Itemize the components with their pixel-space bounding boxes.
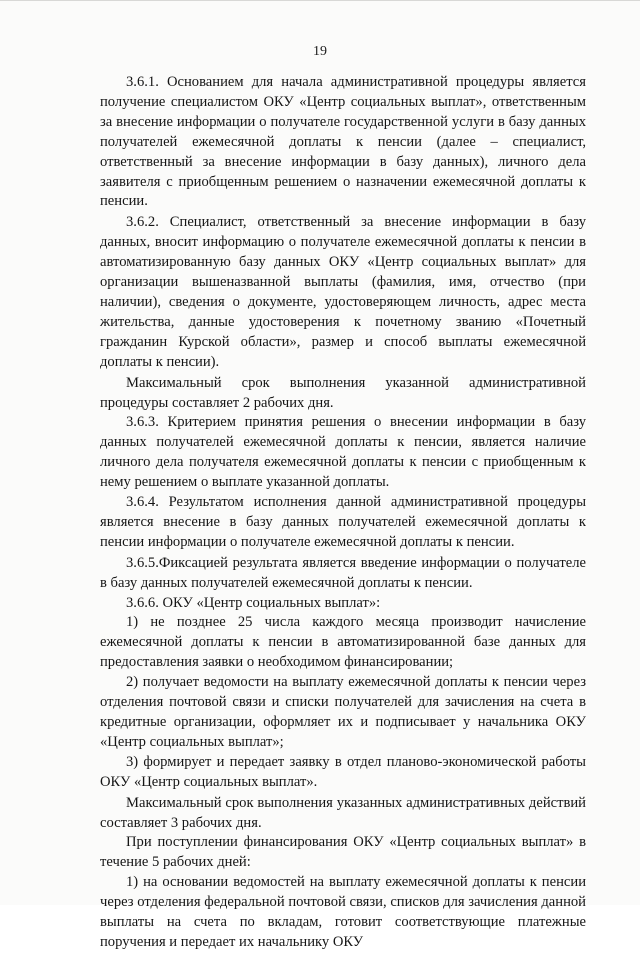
list-item-2-statements: 2) получает ведомости на выплату ежемесячной доплаты к пенсии через отделения почтовой связи и списки получателей для зачисления на счета в кредитные организации, оформляет их и подписывает у начальника ОКУ «Центр социальных выплат»; xyxy=(100,674,586,750)
paragraph-max-term-2-days: Максимальный срок выполнения указанной административной процедуры составляет 2 рабочих дня. xyxy=(100,374,586,411)
paragraph-3-6-1: 3.6.1. Основанием для начала административной процедуры является получение специалистом ОКУ «Центр социальных выплат», ответственным за внесение информации о получателе государственной услуги в базу данных получателей ежемесячной доплаты к пенсии (далее – специалист, ответственный за внесение информации в базу данных), личного дела заявителя с приобщенным решением о назначении ежемесячной доплаты к пенсии. xyxy=(100,74,586,210)
paragraph-max-term-3-days: Максимальный срок выполнения указанных административных действий составляет 3 рабочих дня. xyxy=(100,794,586,831)
page-number: 19 xyxy=(313,44,327,59)
paragraph-3-6-4: 3.6.4. Результатом исполнения данной административной процедуры является внесение в базу данных получателей ежемесячной доплаты к пенсии информации о получателе ежемесячной доплаты к пенсии. xyxy=(100,494,586,550)
document-body xyxy=(100,73,586,953)
list-item-1-accrual: 1) не позднее 25 числа каждого месяца производит начисление ежемесячной доплаты к пенсии в автоматизированной базе данных для предоставления заявки о необходимом финансировании; xyxy=(100,614,586,671)
paragraph-3-6-6: 3.6.6. ОКУ «Центр социальных выплат»: xyxy=(126,594,381,611)
list-item-1-payment-orders: 1) на основании ведомостей на выплату ежемесячной доплаты к пенсии через отделения федеральной почтовой связи, списков для зачисления данной выплаты на счета по вкладам, готовит соответствующие платежные поручения и передает их начальнику ОКУ xyxy=(100,874,586,950)
paragraph-3-6-5: 3.6.5.Фиксацией результата является введение информации о получателе в базу данных получателей ежемесячной доплаты к пенсии. xyxy=(100,554,586,591)
paragraph-3-6-3: 3.6.3. Критерием принятия решения о внесении информации в базу данных получателей ежемесячной доплаты к пенсии, является наличие личного дела получателя ежемесячной доплаты к пенсии с приобщенным к нему решением о выплате указанной доплаты. xyxy=(100,414,586,491)
paragraph-3-6-2: 3.6.2. Специалист, ответственный за внесение информации в базу данных, вносит информацию о получателе ежемесячной доплаты к пенсии в автоматизированную базу данных ОКУ «Центр социальных выплат» для организации вышеназванной выплаты (фамилия, имя, отчество (при наличии), сведения о документе, удостоверяющем личность, адрес места жительства, данные удостоверения к почетному званию «Почетный гражданин Курской области», размер и способ выплаты ежемесячной доплаты к пенсии). xyxy=(100,214,586,370)
list-item-3-request: 3) формирует и передает заявку в отдел планово-экономической работы ОКУ «Центр социальных выплат». xyxy=(100,753,586,790)
paragraph-funding-received: При поступлении финансирования ОКУ «Центр социальных выплат» в течение 5 рабочих дней: xyxy=(100,834,586,871)
